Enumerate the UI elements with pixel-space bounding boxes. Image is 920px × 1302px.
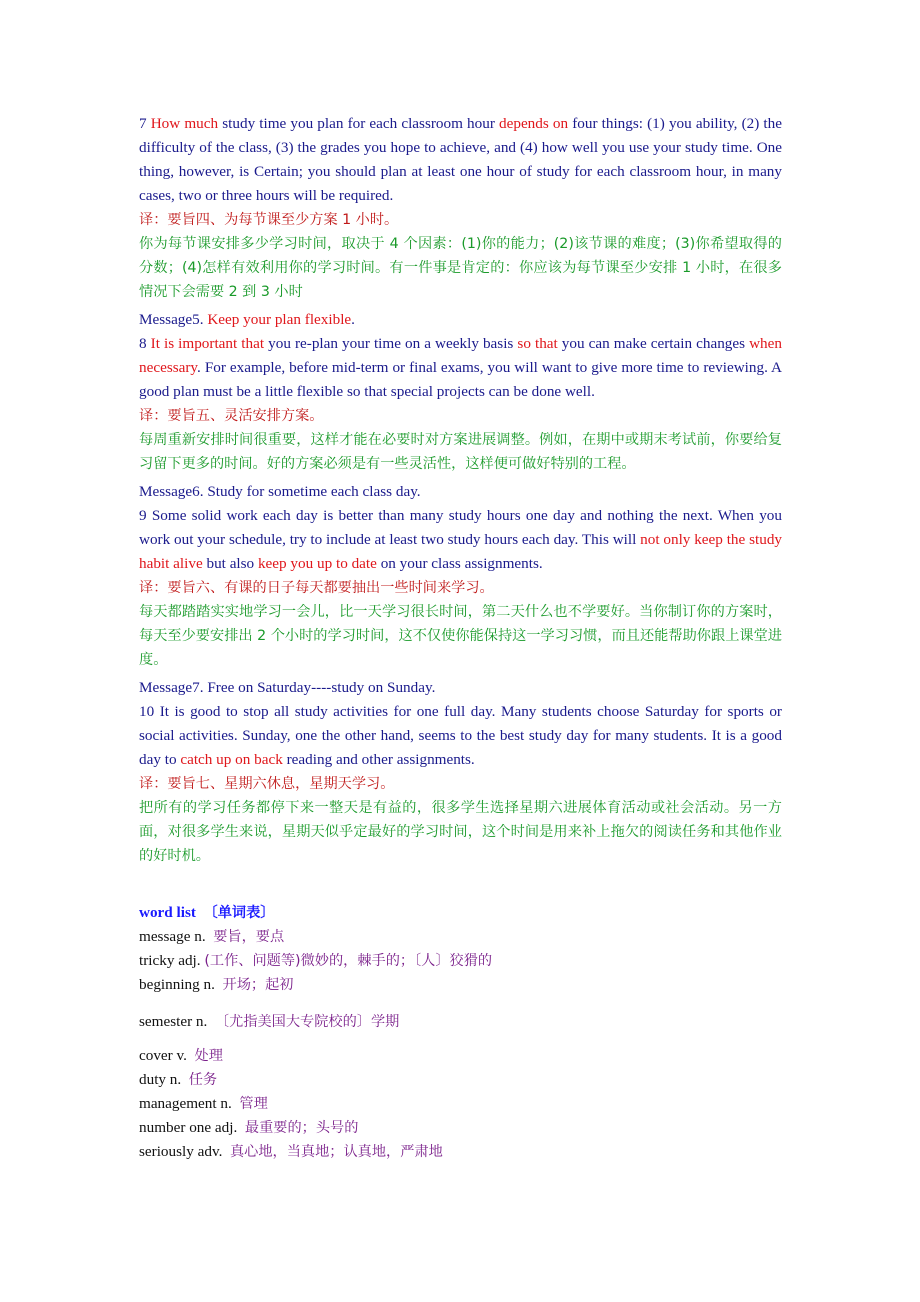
document-page xyxy=(139,112,782,1164)
word-entry xyxy=(139,1010,782,1034)
entry-definition: 任务 xyxy=(188,1072,218,1088)
entry-definition: 真心地，当真地；认真地，严肃地 xyxy=(229,1144,443,1160)
word-list-title xyxy=(139,901,782,925)
highlight-phrase: catch up on back xyxy=(180,751,283,768)
paragraph-number: 10 xyxy=(139,703,160,720)
message-heading xyxy=(139,308,782,332)
entry-definition: (工作、问题等)微妙的，棘手的；〔人〕狡猾的 xyxy=(204,953,493,969)
paragraph-text: study time you plan for each classroom hour xyxy=(218,115,500,132)
word-entry xyxy=(139,925,782,949)
word-entry xyxy=(139,1068,782,1092)
paragraph-number: 7 xyxy=(139,115,151,132)
message-title: Keep your plan flexible xyxy=(207,311,352,328)
paragraph-9 xyxy=(139,504,782,576)
chinese-translation: 把所有的学习任务都停下来一整天是有益的，很多学生选择星期六进展体育活动或社会活动。另一方面，对很多学生来说，星期天似乎定最好的学习时间，这个时间是用来补上拖欠的阅读任务和其他作业的好时机。 xyxy=(139,800,782,864)
message-heading: Message7. Free on Saturday----study on Sunday. xyxy=(139,679,436,696)
highlight-phrase: It is important that xyxy=(150,335,265,352)
word-entry xyxy=(139,1044,782,1068)
translation-heading: 译：要旨七、星期六休息，星期天学习。 xyxy=(139,776,395,792)
message-label: Message5. xyxy=(139,311,208,328)
translation-heading: 译：要旨六、有课的日子每天都要抽出一些时间来学习。 xyxy=(139,580,494,596)
highlight-phrase: keep you up to date xyxy=(257,555,377,572)
highlight-phrase: not only keep the study habit alive xyxy=(139,531,783,572)
entry-definition: 开场；起初 xyxy=(222,977,294,993)
entry-definition: 要旨，要点 xyxy=(213,929,285,945)
paragraph-text: It is good to stop all study activities for one full day. Many students choose Saturday for sports or social activities. Sunday, one the other hand, seems to the best study day for many students. It is a good day to xyxy=(139,703,782,768)
paragraph-text: Some solid work each day is better than many study hours one day and nothing the next. When you work out your schedule, try to include at least two study hours each day. This will xyxy=(139,507,782,548)
word-entry xyxy=(139,1140,782,1164)
word-entry xyxy=(139,1116,782,1140)
paragraph-10 xyxy=(139,700,782,772)
highlight-phrase: when necessary xyxy=(139,335,782,376)
word-list-title-zh: 〔单词表〕 xyxy=(203,905,275,921)
paragraph-text: reading and other assignments. xyxy=(282,751,475,768)
paragraph-number: 9 xyxy=(139,507,152,524)
entry-definition: 最重要的；头号的 xyxy=(244,1120,359,1136)
paragraph-8 xyxy=(139,332,782,404)
paragraph-text: four things: (1) you ability, (2) the difficulty of the class, (3) the grades you hope to achieve, and (4) how well you use your study time. One thing, however, is Certain; you should plan at least one hour of study for each classroom hour, in many cases, two or three hours will be required. xyxy=(139,115,782,204)
message-suffix: . xyxy=(351,311,355,328)
entry-word: message n. xyxy=(139,928,206,945)
entry-word: semester n. xyxy=(139,1013,208,1030)
highlight-phrase: How much xyxy=(150,115,219,132)
entry-word: seriously adv. xyxy=(139,1143,223,1160)
chinese-translation: 每周重新安排时间很重要，这样才能在必要时对方案进展调整。例如，在期中或期末考试前，你要给复习留下更多的时间。好的方案必须是有一些灵活性，这样便可做好特别的工程。 xyxy=(139,432,782,472)
word-list-title-en: word list xyxy=(139,904,196,921)
paragraph-text: you can make certain changes xyxy=(557,335,750,352)
paragraph-text: but also xyxy=(202,555,258,572)
highlight-phrase: depends on xyxy=(499,115,569,132)
entry-word: management n. xyxy=(139,1095,232,1112)
message-heading: Message6. Study for sometime each class day. xyxy=(139,483,421,500)
entry-definition: 〔尤指美国大专院校的〕学期 xyxy=(214,1014,400,1030)
entry-definition: 处理 xyxy=(194,1048,223,1064)
paragraph-text: you re-plan your time on a weekly basis xyxy=(264,335,518,352)
entry-definition: 管理 xyxy=(239,1096,268,1112)
chinese-translation: 你为每节课安排多少学习时间，取决于 4 个因素：(1)你的能力；(2)该节课的难度；(3)你希望取得的分数；(4)怎样有效利用你的学习时间。有一件事是肯定的：你应该为每节课至少安排 1 小时，在很多情况下会需要 2 到 3 小时 xyxy=(139,236,782,300)
word-entry xyxy=(139,1092,782,1116)
word-entry xyxy=(139,949,782,973)
entry-word: number one adj. xyxy=(139,1119,238,1136)
highlight-phrase: so that xyxy=(517,335,558,352)
paragraph-text: on your class assignments. xyxy=(376,555,543,572)
entry-word: tricky adj. xyxy=(139,952,201,969)
word-entry xyxy=(139,973,782,997)
entry-word: cover v. xyxy=(139,1047,187,1064)
paragraph-text: . For example, before mid-term or final exams, you will want to give more time to reviewing. A good plan must be a little flexible so that special projects can be done well. xyxy=(139,359,782,400)
paragraph-7 xyxy=(139,112,782,208)
paragraph-number: 8 xyxy=(139,335,151,352)
translation-heading: 译：要旨四、为每节课至少方案 1 小时。 xyxy=(139,212,399,228)
translation-heading: 译：要旨五、灵活安排方案。 xyxy=(139,408,324,424)
entry-word: duty n. xyxy=(139,1071,182,1088)
chinese-translation: 每天都踏踏实实地学习一会儿，比一天学习很长时间，第二天什么也不学要好。当你制订你的方案时，每天至少要安排出 2 个小时的学习时间，这不仅使你能保持这一学习习惯，而且还能帮助你跟上课堂进度。 xyxy=(139,604,782,668)
entry-word: beginning n. xyxy=(139,976,215,993)
